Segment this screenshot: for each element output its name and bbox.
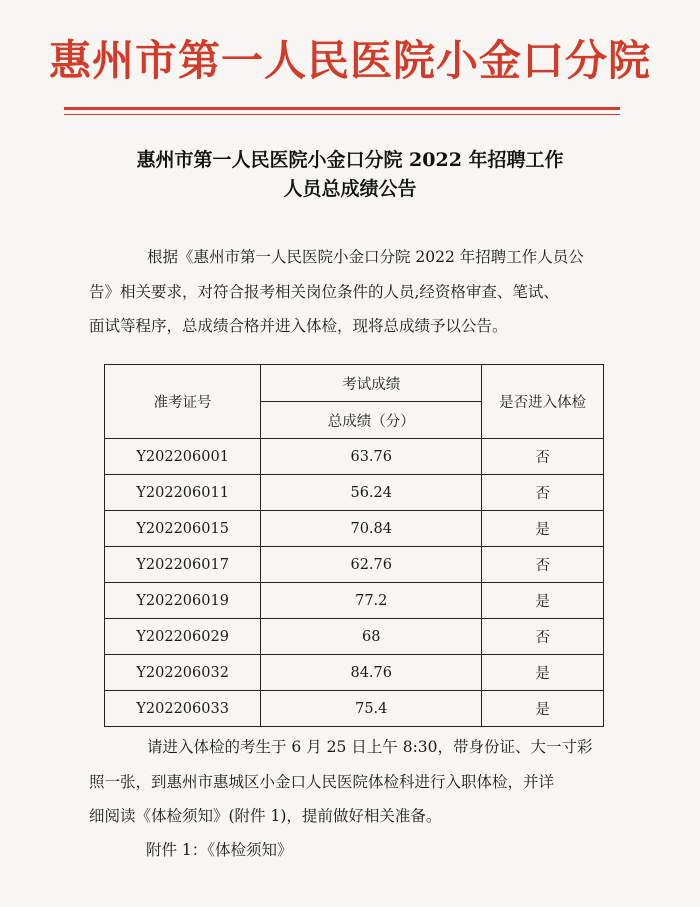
cell-physical: 是 — [482, 691, 604, 727]
cell-exam-no: Y202206033 — [105, 691, 261, 727]
cell-exam-no: Y202206029 — [105, 619, 261, 655]
cell-physical: 是 — [482, 583, 604, 619]
cell-physical: 否 — [482, 439, 604, 475]
cell-exam-no: Y202206019 — [105, 583, 261, 619]
cell-score: 63.76 — [261, 439, 482, 475]
intro-line: 面试等程序，总成绩合格并进入体检，现将总成绩予以公告。 — [89, 317, 508, 335]
header-physical: 是否进入体检 — [482, 365, 604, 439]
table-header-row — [105, 365, 604, 402]
notice-line: 请进入体检的考生于 6 月 25 日上午 8:30，带身份证、大一寸彩 — [147, 738, 593, 756]
physical-exam-notice — [89, 730, 608, 834]
table-row — [105, 619, 604, 655]
cell-score: 84.76 — [261, 655, 482, 691]
cell-score: 70.84 — [261, 511, 482, 547]
cell-physical: 否 — [482, 475, 604, 511]
notice-title-line1: 惠州市第一人民医院小金口分院 2022 年招聘工作 — [136, 149, 564, 171]
cell-physical: 否 — [482, 547, 604, 583]
table-row — [105, 475, 604, 511]
cell-score: 77.2 — [261, 583, 482, 619]
cell-physical: 是 — [482, 511, 604, 547]
cell-exam-no: Y202206011 — [105, 475, 261, 511]
notice-line: 细阅读《体检须知》(附件 1)，提前做好相关准备。 — [89, 807, 442, 825]
cell-score: 62.76 — [261, 547, 482, 583]
intro-line: 告》相关要求，对符合报考相关岗位条件的人员,经资格审查、笔试、 — [89, 282, 559, 301]
table-row — [105, 439, 604, 475]
table-row — [105, 691, 604, 727]
score-table — [104, 364, 604, 727]
cell-exam-no: Y202206015 — [105, 511, 261, 547]
notice-title-line2: 人员总成绩公告 — [283, 178, 417, 200]
intro-paragraph — [89, 240, 608, 344]
header-exam-score: 考试成绩 — [261, 365, 482, 402]
header-exam-no: 准考证号 — [105, 365, 261, 439]
letterhead: 惠州市第一人民医院小金口分院 — [48, 36, 651, 85]
cell-physical: 是 — [482, 655, 604, 691]
header-total-score: 总成绩（分） — [261, 402, 482, 439]
table-row — [105, 511, 604, 547]
cell-exam-no: Y202206001 — [105, 439, 261, 475]
cell-score: 56.24 — [261, 475, 482, 511]
cell-exam-no: Y202206032 — [105, 655, 261, 691]
letterhead-rule-thin — [64, 114, 620, 115]
cell-exam-no: Y202206017 — [105, 547, 261, 583]
cell-score: 75.4 — [261, 691, 482, 727]
cell-score: 68 — [261, 619, 482, 655]
table-row — [105, 655, 604, 691]
letterhead-rule-thick — [64, 107, 620, 110]
attachment-line: 附件 1：《体检须知》 — [146, 841, 293, 859]
intro-line: 根据《惠州市第一人民医院小金口分院 2022 年招聘工作人员公 — [147, 248, 584, 266]
table-row — [105, 547, 604, 583]
cell-physical: 否 — [482, 619, 604, 655]
table-row — [105, 583, 604, 619]
notice-line: 照一张，到惠州市惠城区小金口人民医院体检科进行入职体检，并详 — [89, 772, 555, 791]
